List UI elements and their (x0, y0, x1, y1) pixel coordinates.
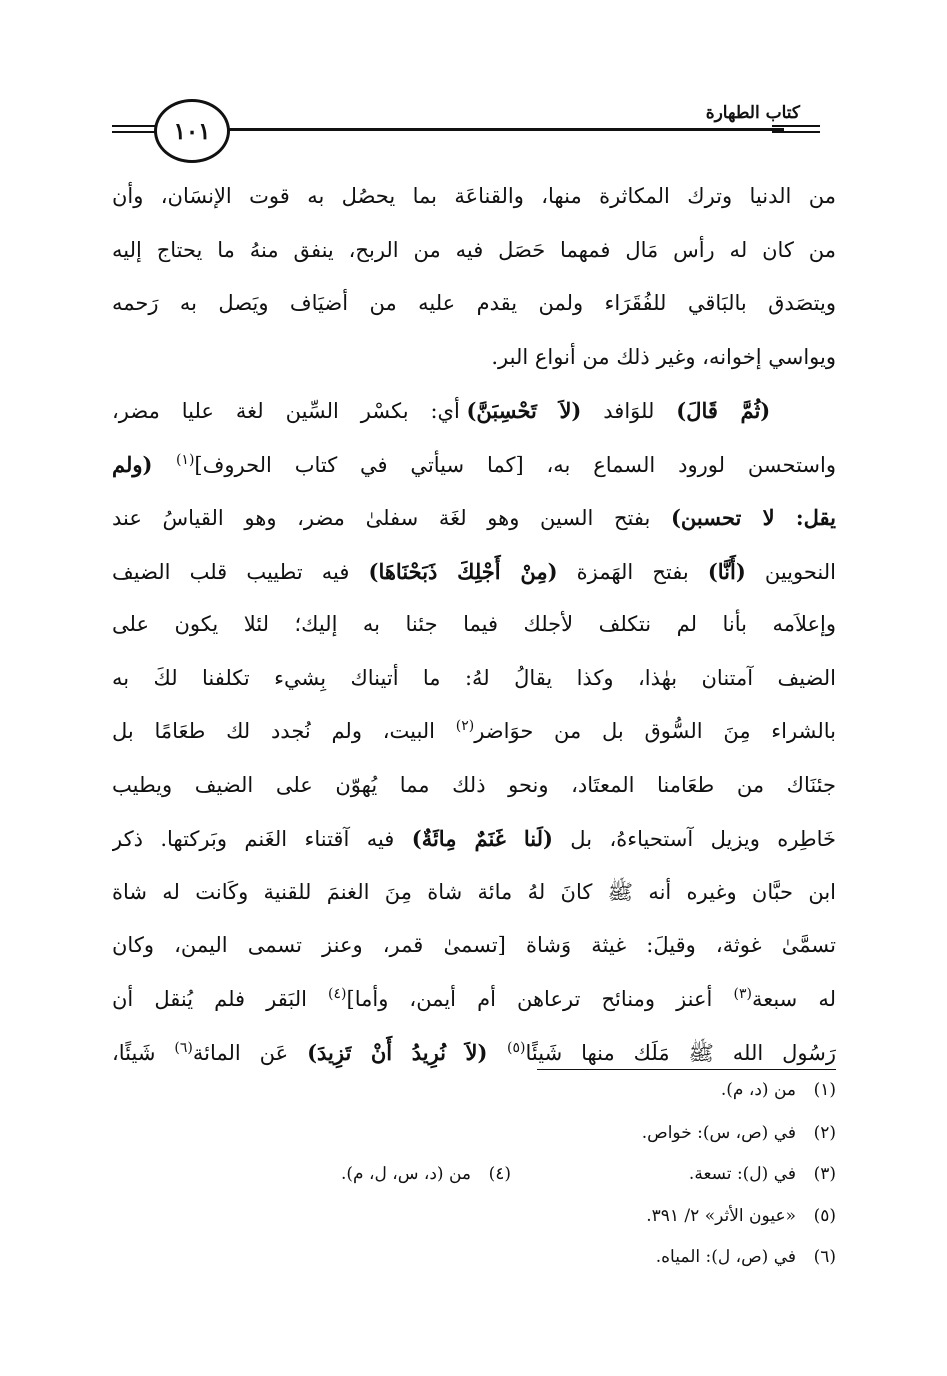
text-line-3: ويتصَدق بالبَاقي للفُقَرَاء ولمن يقدم عليه من أضيَاف ويَصل به رَحمه (112, 291, 836, 315)
text-line-9: وإعلاَمه بأنا لم نتكلف لأجلك فيما جئنا به إليك؛ لئلا يكون على (112, 612, 836, 636)
footnote-text: في (ل): تسعة. (688, 1164, 796, 1184)
page-number-text: ١٠١ (173, 117, 211, 145)
footnote-6 (656, 1247, 836, 1267)
text-line-15: تسمَّىٰ غوثة، وقيلَ: غيثة وَشاة [تسمىٰ قمر، وعنز تسمى اليمن، وكان (112, 933, 836, 957)
text-line-13 (112, 812, 836, 866)
text-segment: رَسُول الله ﷺ مَلَك منها شَيئًا (525, 1041, 836, 1065)
text-segment: شَيئًا، (112, 1041, 175, 1065)
header-rule-right-2 (772, 131, 820, 133)
bold-phrase: (لَنا غَنَمٌ مِائَةٌ) (411, 826, 553, 851)
footnote-number: (٢) (813, 1123, 836, 1143)
footnote-5 (646, 1206, 836, 1226)
bold-phrase: (مِنْ أَجْلِكَ ذَبَحْنَاهَا) (368, 558, 558, 584)
footnote-1 (721, 1080, 836, 1100)
footnote-number: (٥) (813, 1206, 836, 1226)
text-line-4: ويواسي إخوانه، وغير ذلك من أنواع البر. (491, 344, 836, 369)
text-segment: له سبعة (751, 986, 836, 1011)
text-segment: للوَافد (581, 399, 677, 423)
text-line-1: من الدنيا وترك المكاثرة منها، والقناعَة بما يحصُل به قوت الإنسَان، وأن (112, 184, 836, 208)
bold-phrase: (لاَ نُرِيدُ أَنْ تَزِيدَ) (307, 1040, 508, 1065)
page-header (112, 95, 820, 165)
footnote-text: «عيون الأثر» ٢/ ٣٩١. (646, 1206, 796, 1226)
text-line-16 (112, 973, 836, 1027)
footnote-ref: (٦) (174, 1040, 193, 1056)
bold-phrase: (ثُمَّ قَالَ) (676, 398, 771, 423)
footnote-number: (٤) (488, 1164, 511, 1184)
footnote-number: (١) (813, 1080, 836, 1100)
footnote-2 (642, 1123, 836, 1143)
footnote-4 (341, 1164, 511, 1184)
text-line-2: من كان له رأس مَال فمهما حَصَل فيه من الربح، ينفق منهُ ما يحتاج إليه (112, 237, 836, 262)
text-line-17 (112, 1026, 836, 1080)
footnote-ref: (٤) (328, 985, 347, 1002)
running-title: كتاب الطهارة (700, 103, 806, 123)
text-segment: فيه آقتناء الغَنم وبَركتها. ذكر (112, 827, 412, 851)
footnote-ref: (١) (175, 451, 195, 468)
footnote-text: في (ص، ل): المياه. (655, 1247, 796, 1267)
footnote-text: من (د، س، ل، م). (341, 1164, 471, 1184)
text-line-5 (112, 384, 836, 438)
text-segment: البيت، ولم نُجدد لك طعَامًا بل (112, 719, 456, 743)
footnote-separator (537, 1069, 836, 1070)
text-segment: واستحسن لورود السماع به، [كما سيأتي في كتاب الحروف] (194, 452, 836, 477)
bold-phrase: يقل: لا تحسبن) (670, 505, 836, 530)
footnote-ref: (٣) (733, 985, 752, 1002)
footnote-3 (689, 1164, 836, 1184)
footnote-number: (٦) (813, 1247, 836, 1267)
header-rule-main (224, 128, 784, 131)
main-text (112, 170, 836, 1080)
text-line-14: ابن حبَّان وغيره أنه ﷺ كانَ لهُ مائة شاة مِنَ الغنمَ للقنية وكَانت له شاة (112, 879, 836, 904)
text-segment: أي: بكسْر السِّين لغة عليا مضر، (112, 399, 467, 423)
text-line-8 (112, 545, 836, 599)
text-segment: بفتح السين وهو لغَة سفلىٰ مضر، وهو القياسُ عند (112, 506, 671, 530)
text-segment: النحويين (745, 559, 836, 584)
text-segment: بفتح الهَمزة (557, 559, 708, 584)
text-segment: بالشراء مِنَ السُّوق بل من حوَاضر (474, 719, 836, 743)
text-segment: عَن المائة (192, 1041, 308, 1065)
header-rule-right (772, 125, 820, 127)
bold-phrase: (ولم (112, 451, 176, 477)
footnote-number: (٣) (813, 1164, 836, 1184)
text-line-6 (112, 438, 836, 492)
text-line-7 (112, 491, 836, 545)
text-segment: أعنز ومنائح ترعاهن أم أيمن، وأما] (346, 986, 734, 1011)
footnote-text: من (د، م). (720, 1080, 796, 1100)
bold-phrase: (أَنَّا) (707, 558, 746, 584)
footnote-ref: (٥) (507, 1040, 526, 1056)
text-segment: البَقر فلم يُنقل أن (112, 986, 329, 1011)
page-number (154, 99, 230, 163)
text-line-12: جئنَاك من طعَامنا المعتَاد، ونحو ذلك مما يُهوّن على الضيف ويطيب (112, 772, 836, 797)
text-line-11 (112, 705, 836, 759)
footnote-ref: (٢) (455, 718, 475, 734)
text-line-10: الضيف آمتنان بهٰذا، وكذا يقالُ لهُ: ما أتيناك بِشيء تكلفنا لكَ به (112, 665, 836, 690)
bold-phrase: (لاَ تَحْسِبَنَّ) (466, 398, 582, 423)
text-segment: خَاطِره ويزيل آستحياءهُ، بل (552, 827, 836, 851)
text-segment: فيه تطييب قلب الضيف (112, 559, 369, 584)
footnote-text: في (ص، س): خواص. (641, 1123, 796, 1143)
